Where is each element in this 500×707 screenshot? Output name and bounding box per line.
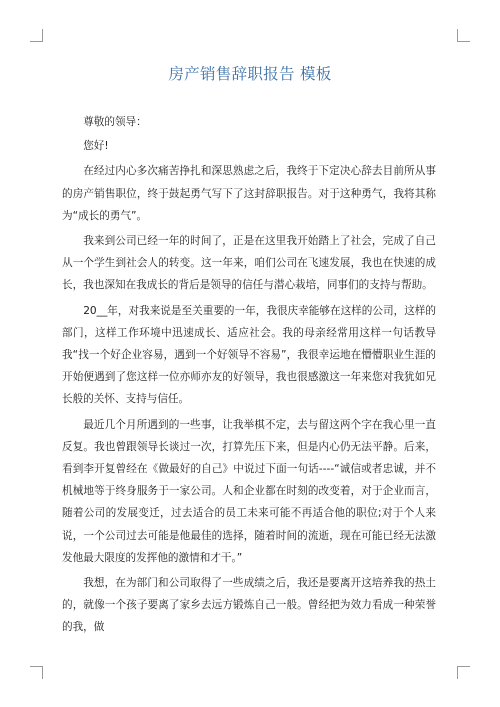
salutation: 尊敬的领导：: [83, 116, 147, 128]
paragraph-greeting: 您好!: [83, 140, 109, 153]
paragraph-4: 最近几个月所遇到的一些事，让我举棋不定，去与留这两个字在我心里一直反复。我也曾跟领导长谈过一次，打算先压下来，但是内心仍无法平静。后来，看到李开复曾经在《做最好的自己》中说过下面一句话----“诚信或者忠诚，并不机械地等于终身服务于一家公司。人和企业都在时刻的改变着，对于企业而言，随着公司的发展变迁，过去适合的员工未来可能不再适合他的职位;对于个人来说，一个公司过去可能是他最佳的选择，随着时间的流逝，现在可能已经无法激发他最大限度的发挥他的激情和才干。”: [62, 418, 436, 564]
crop-mark-bottom-left: [30, 666, 43, 679]
crop-mark-top-right: [457, 29, 470, 42]
document-body: [62, 111, 436, 642]
crop-mark-bottom-right: [457, 666, 470, 679]
document-title: 房产销售辞职报告 模板: [168, 65, 332, 83]
paragraph-1: 在经过内心多次痛苦挣扎和深思熟虑之后，我终于下定决心辞去目前所从事的房产销售职位，终于鼓起勇气写下了这封辞职报告。对于这种勇气，我将其称为“成长的勇气”。: [62, 165, 436, 222]
paragraph-2: 我来到公司已经一年的时间了，正是在这里我开始踏上了社会，完成了自己从一个学生到社会人的转变。这一年来，咱们公司在飞速发展，我也在快速的成长，我也深知在我成长的背后是领导的信任与潜心栽培，同事们的支持与帮助。: [62, 235, 436, 292]
paragraph-3: 20__年，对我来说是至关重要的一年，我很庆幸能够在这样的公司，这样的部门，这样工作环境中迅速成长、适应社会。我的母亲经常用这样一句话教导我“找一个好企业容易，遇到一个好领导不容易”，我很幸运地在懵懵职业生涯的开始便遇到了您这样一位亦师亦友的好领导，我也很感激这一年来您对我犹如兄长般的关怀、支持与信任。: [62, 304, 436, 406]
paragraph-5: 我想，在为部门和公司取得了一些成绩之后，我还是要离开这培养我的热土的，就像一个孩子要离了家乡去远方锻炼自己一般。曾经把为效力看成一种荣誉的我，做: [62, 577, 436, 634]
crop-mark-top-left: [30, 29, 43, 42]
